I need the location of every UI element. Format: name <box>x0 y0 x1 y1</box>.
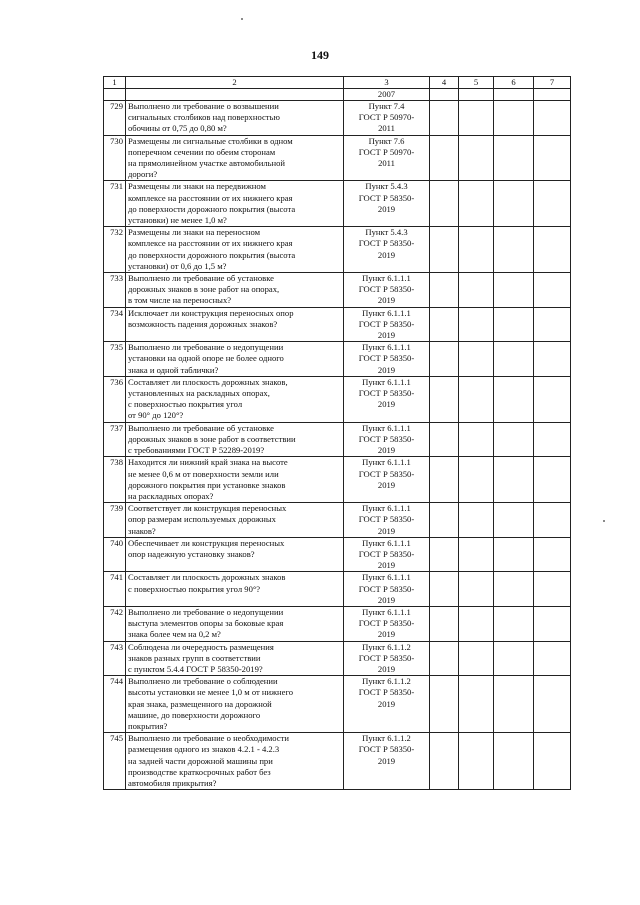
cell-col5 <box>459 135 494 181</box>
row-number: 741 <box>104 572 126 607</box>
cell-col7 <box>534 457 571 503</box>
column-header-5: 5 <box>459 77 494 89</box>
row-number: 739 <box>104 503 126 538</box>
cell-col6 <box>494 641 534 676</box>
row-number: 732 <box>104 227 126 273</box>
cell-col6 <box>494 307 534 342</box>
row-number: 734 <box>104 307 126 342</box>
cell-col4 <box>430 342 459 377</box>
cell-col5 <box>459 503 494 538</box>
cell-col6 <box>494 376 534 422</box>
column-header-6: 6 <box>494 77 534 89</box>
table-row <box>104 641 571 676</box>
row-number: 742 <box>104 606 126 641</box>
row-reference: Пункт 7.4 ГОСТ Р 50970- 2011 <box>344 101 430 136</box>
cell-col6 <box>494 135 534 181</box>
cell-col4 <box>430 606 459 641</box>
row-reference: Пункт 6.1.1.1 ГОСТ Р 58350- 2019 <box>344 342 430 377</box>
cell-col6 <box>494 342 534 377</box>
table-row <box>104 457 571 503</box>
cell-col7 <box>534 503 571 538</box>
cell-col6 <box>494 227 534 273</box>
column-header-4: 4 <box>430 77 459 89</box>
row-reference: Пункт 6.1.1.1 ГОСТ Р 58350- 2019 <box>344 457 430 503</box>
cell-col6 <box>494 503 534 538</box>
row-reference: Пункт 6.1.1.1 ГОСТ Р 58350- 2019 <box>344 572 430 607</box>
checklist-table <box>103 76 571 790</box>
cell-col4 <box>430 457 459 503</box>
row-number: 743 <box>104 641 126 676</box>
row-reference: Пункт 5.4.3 ГОСТ Р 58350- 2019 <box>344 227 430 273</box>
cell-col4 <box>430 181 459 227</box>
cell-col5 <box>459 422 494 457</box>
table-row <box>104 503 571 538</box>
table-row <box>104 101 571 136</box>
row-reference: Пункт 6.1.1.2 ГОСТ Р 58350- 2019 <box>344 733 430 790</box>
row-number: 733 <box>104 273 126 308</box>
table-body <box>104 89 571 790</box>
row-question: Соответствует ли конструкция переносных опор размерам используемых дорожных знаков? <box>126 503 344 538</box>
cell-num <box>104 89 126 101</box>
continuation-text: 2007 <box>344 89 430 101</box>
cell-col5 <box>459 227 494 273</box>
cell-col7 <box>534 101 571 136</box>
cell-col5 <box>459 307 494 342</box>
cell-col7 <box>534 376 571 422</box>
table-row <box>104 676 571 733</box>
cell-col7 <box>534 89 571 101</box>
header-row <box>104 77 571 89</box>
continuation-row <box>104 89 571 101</box>
row-reference: Пункт 6.1.1.2 ГОСТ Р 58350- 2019 <box>344 676 430 733</box>
cell-col7 <box>534 641 571 676</box>
cell-col4 <box>430 572 459 607</box>
page-number: 149 <box>311 48 329 62</box>
column-header-3: 3 <box>344 77 430 89</box>
cell-col7 <box>534 537 571 572</box>
cell-col6 <box>494 181 534 227</box>
cell-col6 <box>494 273 534 308</box>
row-question: Исключает ли конструкция переносных опор возможность падения дорожных знаков? <box>126 307 344 342</box>
table-row <box>104 227 571 273</box>
cell-col5 <box>459 572 494 607</box>
cell-col6 <box>494 537 534 572</box>
row-question: Выполнено ли требование о возвышении сигнальных столбиков над поверхностью обочины от 0,75 до 0,80 м? <box>126 101 344 136</box>
cell-col7 <box>534 422 571 457</box>
cell-col4 <box>430 733 459 790</box>
table-row <box>104 273 571 308</box>
table-row <box>104 135 571 181</box>
cell-col4 <box>430 307 459 342</box>
row-question: Размещены ли знаки на переносном комплексе на расстоянии от их нижнего края до поверхности дорожного покрытия (высота установки) от 0,6 до 1,5 м? <box>126 227 344 273</box>
cell-col5 <box>459 676 494 733</box>
table-row <box>104 307 571 342</box>
cell-col7 <box>534 307 571 342</box>
cell-col4 <box>430 376 459 422</box>
row-reference: Пункт 5.4.3 ГОСТ Р 58350- 2019 <box>344 181 430 227</box>
row-number: 735 <box>104 342 126 377</box>
table-row <box>104 733 571 790</box>
row-question: Выполнено ли требование об установке дорожных знаков в зоне работ в соответствии с требованиями ГОСТ Р 52289-2019? <box>126 422 344 457</box>
cell-col6 <box>494 457 534 503</box>
row-reference: Пункт 6.1.1.1 ГОСТ Р 58350- 2019 <box>344 537 430 572</box>
cell-col5 <box>459 457 494 503</box>
cell-col7 <box>534 676 571 733</box>
row-reference: Пункт 6.1.1.1 ГОСТ Р 58350- 2019 <box>344 376 430 422</box>
cell-col6 <box>494 676 534 733</box>
cell-col5 <box>459 101 494 136</box>
row-question: Размещены ли знаки на передвижном комплексе на расстоянии от их нижнего края до поверхности дорожного покрытия (высота установки) не менее 1,0 м? <box>126 181 344 227</box>
row-number: 730 <box>104 135 126 181</box>
row-reference: Пункт 6.1.1.1 ГОСТ Р 58350- 2019 <box>344 273 430 308</box>
cell-col7 <box>534 342 571 377</box>
row-question: Соблюдена ли очередность размещения знаков разных групп в соответствии с пунктом 5.4.4 ГОСТ Р 58350-2019? <box>126 641 344 676</box>
row-question: Выполнено ли требование о соблюдении высоты установки не менее 1,0 м от нижнего края знака, размещенного на дорожной машине, до поверхности дорожного покрытия? <box>126 676 344 733</box>
table-row <box>104 422 571 457</box>
cell-col5 <box>459 89 494 101</box>
cell-col5 <box>459 537 494 572</box>
row-question: Находится ли нижний край знака на высоте не менее 0,6 м от поверхности земли или дорожного покрытия при установке знаков на раскладных опорах? <box>126 457 344 503</box>
cell-col7 <box>534 227 571 273</box>
column-header-1: 1 <box>104 77 126 89</box>
cell-col5 <box>459 733 494 790</box>
row-reference: Пункт 7.6 ГОСТ Р 50970- 2011 <box>344 135 430 181</box>
row-question: Составляет ли плоскость дорожных знаков, установленных на раскладных опорах, с поверхностью покрытия угол от 90° до 120°? <box>126 376 344 422</box>
cell-col4 <box>430 641 459 676</box>
cell-col6 <box>494 606 534 641</box>
cell-col6 <box>494 101 534 136</box>
column-header-2: 2 <box>126 77 344 89</box>
cell-col6 <box>494 733 534 790</box>
cell-col4 <box>430 422 459 457</box>
table-row <box>104 342 571 377</box>
row-number: 744 <box>104 676 126 733</box>
row-reference: Пункт 6.1.1.2 ГОСТ Р 58350- 2019 <box>344 641 430 676</box>
cell-col4 <box>430 676 459 733</box>
row-reference: Пункт 6.1.1.1 ГОСТ Р 58350- 2019 <box>344 307 430 342</box>
row-question: Выполнено ли требование о недопущении выступа элементов опоры за боковые края знака более чем на 0,2 м? <box>126 606 344 641</box>
row-number: 737 <box>104 422 126 457</box>
cell-col4 <box>430 503 459 538</box>
scan-dot-top <box>241 18 243 20</box>
row-number: 738 <box>104 457 126 503</box>
cell-col5 <box>459 273 494 308</box>
cell-col7 <box>534 273 571 308</box>
table-row <box>104 606 571 641</box>
cell-col5 <box>459 641 494 676</box>
cell-col6 <box>494 572 534 607</box>
row-reference: Пункт 6.1.1.1 ГОСТ Р 58350- 2019 <box>344 503 430 538</box>
cell-col7 <box>534 181 571 227</box>
table-row <box>104 376 571 422</box>
cell-question <box>126 89 344 101</box>
row-question: Составляет ли плоскость дорожных знаков с поверхностью покрытия угол 90°? <box>126 572 344 607</box>
row-question: Размещены ли сигнальные столбики в одном поперечном сечении по обеим сторонам на прямолинейном участке автомобильной дороги? <box>126 135 344 181</box>
row-question: Выполнено ли требование о недопущении установки на одной опоре не более одного знака и одной таблички? <box>126 342 344 377</box>
row-question: Выполнено ли требование об установке дорожных знаков в зоне работ на опорах, в том числе на переносных? <box>126 273 344 308</box>
row-question: Обеспечивает ли конструкция переносных опор надежную установку знаков? <box>126 537 344 572</box>
table-row <box>104 572 571 607</box>
scan-dot-right <box>603 520 605 522</box>
row-reference: Пункт 6.1.1.1 ГОСТ Р 58350- 2019 <box>344 606 430 641</box>
cell-col4 <box>430 101 459 136</box>
row-number: 729 <box>104 101 126 136</box>
cell-col5 <box>459 376 494 422</box>
table-row <box>104 181 571 227</box>
cell-col5 <box>459 342 494 377</box>
row-number: 740 <box>104 537 126 572</box>
row-reference: Пункт 6.1.1.1 ГОСТ Р 58350- 2019 <box>344 422 430 457</box>
row-number: 745 <box>104 733 126 790</box>
cell-col4 <box>430 273 459 308</box>
cell-col5 <box>459 606 494 641</box>
row-number: 736 <box>104 376 126 422</box>
cell-col4 <box>430 135 459 181</box>
cell-col6 <box>494 89 534 101</box>
cell-col4 <box>430 537 459 572</box>
row-number: 731 <box>104 181 126 227</box>
column-header-7: 7 <box>534 77 571 89</box>
cell-col7 <box>534 733 571 790</box>
cell-col7 <box>534 135 571 181</box>
cell-col7 <box>534 572 571 607</box>
cell-col4 <box>430 89 459 101</box>
cell-col7 <box>534 606 571 641</box>
cell-col6 <box>494 422 534 457</box>
cell-col4 <box>430 227 459 273</box>
cell-col5 <box>459 181 494 227</box>
table-row <box>104 537 571 572</box>
row-question: Выполнено ли требование о необходимости размещения одного из знаков 4.2.1 - 4.2.3 на задней части дорожной машины при производстве краткосрочных работ без автомобиля прикрытия? <box>126 733 344 790</box>
